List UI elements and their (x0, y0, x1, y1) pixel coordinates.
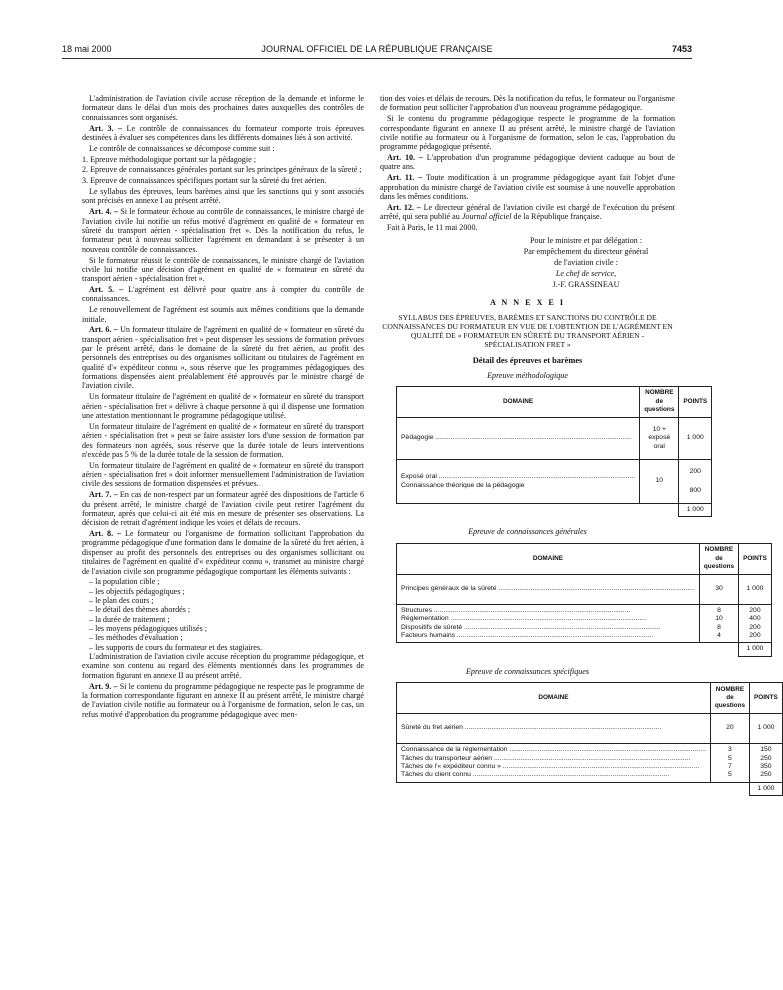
cell-points: 200 400 200 200 (739, 604, 772, 643)
article-6: Art. 6. – Un formateur titulaire de l'agrément en qualité de « formateur en sûreté du transport aérien - spécialisation fret » peut dispenser les sessions de formation prévues par le présent arrêté, dans le domaine de la sûreté du fret aérien, au profit des personnels des entreprises ou des organismes sollicitant ou titulaires de l'agrément en qualité d'« expéditeur connu », sous réserve que les programmes pédagogiques des formations dispensées aient préalablement été approuvés par le ministre chargé de l'aviation civile. (82, 325, 364, 391)
article-label: Art. 5. – (89, 285, 124, 295)
table-title: Epreuve de connaissances spécifiques (465, 666, 590, 676)
col-header-domaine: DOMAINE (397, 543, 700, 574)
col-header-nombre: NOMBRE de questions (699, 543, 738, 574)
table-header-row (397, 683, 783, 714)
article-label: Art. 9. – (89, 681, 118, 691)
article-7: Art. 7. – En cas de non-respect par un formateur agréé des dispositions de l'article 6 du présent arrêté, le ministre chargé de l'aviation civile peut retirer l'agrément du formateur, après que celui-ci ait été mis en mesure de présenter ses observations. La décision de retrait d'agrément indique les voies et délais de recours. (82, 490, 365, 528)
article-9: Art. 9. – Si le contenu du programme pédagogique ne respecte pas le programme de la formation correspondante figurant en annexe II au présent arrêté, le ministre chargé de l'aviation civile notifie au formateur ou à l'organisme de formation, selon le cas, un refus motivé d'approbation du programme pédagogique avec men- (82, 681, 364, 719)
article-11: Art. 11. – Toute modification à un programme pédagogique ayant fait l'objet d'une approbation du ministre chargé de l'aviation civile est soumise à une nouvelle approbation dans les mêmes conditions. (380, 173, 675, 201)
table-header-row (397, 543, 772, 574)
list-item: – le plan des cours ; (89, 596, 154, 606)
list-item: – les moyens pédagogiques utilisés ; (89, 624, 208, 634)
table-connaissances-specifiques (396, 682, 783, 796)
table-header-row (397, 387, 712, 418)
list-item: – les objectifs pédagogiques ; (89, 586, 185, 596)
paragraph: L'administration de l'aviation civile accuse réception de la demande et informe le formateur dans le délai d'un mois des prochaines dates auxquelles des contrôles de connaissances sont organisés. (82, 94, 364, 122)
paragraph: 2. Epreuve de connaissances générales portant sur les principes généraux de la sûreté ; (82, 165, 362, 175)
cell-points: 1 000 (750, 714, 783, 744)
table-row (397, 714, 783, 744)
list-item: – la durée de traitement ; (89, 614, 170, 624)
table-total-row (397, 504, 712, 517)
cell-nombre: 8 10 8 4 (699, 604, 738, 643)
cell-nombre: 30 (699, 574, 738, 604)
cell-nombre: 10 + exposé oral (640, 418, 679, 460)
paragraph: Le renouvellement de l'agrément est soumis aux mêmes conditions que la demande initiale. (82, 305, 364, 324)
col-header-domaine: DOMAINE (397, 683, 711, 714)
signature-line: Par empêchement du directeur général (523, 247, 649, 257)
article-label: Art. 11. – (387, 173, 423, 183)
date-place: Fait à Paris, le 11 mai 2000. (387, 222, 478, 232)
paragraph: Un formateur titulaire de l'agrément en qualité de « formateur en sûreté du transport aérien - spécialisation fret » peut se faire assister lors d'une session de formation par des formateurs non agréés, sous réserve que la durée totale de leurs interventions n'excède pas 5 % de la durée totale de la session de formation. (82, 421, 364, 459)
col-header-domaine: DOMAINE (397, 387, 640, 418)
table-row (397, 744, 783, 783)
header-date: 18 mai 2000 (62, 44, 112, 54)
paragraph: 1. Epreuve méthodologique portant sur la pédagogie ; (82, 154, 256, 164)
article-label: Art. 6. – (89, 325, 118, 335)
cell-domaine: Exposé oral ..... Connaissance théorique de la pédagogie (397, 460, 640, 504)
article-label: Art. 3. – (89, 123, 123, 133)
paragraph: 3. Epreuve de connaissances spécifiques portant sur la sûreté du fret aérien. (82, 176, 327, 186)
annex-detail-heading: Détail des épreuves et barèmes (472, 356, 583, 366)
signature-line: Pour le ministre et par délégation : (530, 236, 642, 246)
cell-nombre: 10 (640, 460, 679, 504)
cell-domaine: Sûreté du fret aérien ..... (397, 714, 711, 744)
col-header-points: POINTS (679, 387, 712, 418)
col-header-points: POINTS (750, 683, 783, 714)
paragraph: tion des voies et délais de recours. Dès la notification du refus, le formateur ou l'organisme de formation peut solliciter l'approbation d'un nouveau programme pédagogique. (380, 94, 675, 113)
cell-domaine: Pédagogie ..... (397, 418, 640, 460)
right-column (380, 94, 778, 796)
list-item: – le détail des thèmes abordés ; (89, 605, 191, 615)
cell-total: 1 000 (679, 504, 712, 517)
article-label: Art. 8. – (89, 529, 122, 539)
table-total-row (397, 782, 783, 795)
signature-line: Le chef de service, (555, 268, 617, 278)
article-label: Art. 7. – (89, 490, 118, 500)
table-row (397, 604, 772, 643)
article-label: Art. 12. – (387, 202, 421, 212)
paragraph: L'administration de l'aviation civile accuse réception du programme pédagogique, et examine son contenu au regard des éléments mentionnés dans les programmes de formation figurant en annexe II au présent arrêté. (82, 652, 364, 680)
paragraph: Si le contenu du programme pédagogique respecte le programme de la formation correspondante figurant en annexe II au présent arrêté, le ministre chargé de l'aviation civile notifie au formateur ou à l'organisme de formation, selon le cas, l'approbation du programme pédagogique présenté. (380, 114, 675, 152)
table-title: Epreuve de connaissances générales (468, 527, 587, 537)
left-column (82, 94, 364, 721)
paragraph: Un formateur titulaire de l'agrément en qualité de « formateur en sûreté du transport aérien - spécialisation fret » délivre à chaque personne à qui il dispense une formation une attestation mentionnant le programme pédagogique utilisé. (82, 392, 364, 420)
signatory-name: J.-F. GRASSINEAU (552, 279, 620, 289)
table-title: Epreuve méthodologique (487, 370, 568, 380)
cell-nombre: 3 5 7 5 (710, 744, 749, 783)
col-header-nombre: NOMBRE de questions (710, 683, 749, 714)
cell-points: 200 800 (679, 460, 712, 504)
article-12: Art. 12. – Le directeur général de l'aviation civile est chargé de l'exécution du présent arrêté, qui sera publié au Journal officiel de la République française. (380, 202, 675, 222)
cell-nombre: 20 (710, 714, 749, 744)
element-list (82, 577, 364, 652)
list-item: – les supports de cours du formateur et des stagiaires. (89, 642, 263, 652)
cell-points: 1 000 (739, 574, 772, 604)
table-row (397, 574, 772, 604)
article-8: Art. 8. – Le formateur ou l'organisme de formation sollicitant l'approbation du programme pédagogique d'une formation dans le domaine de la sûreté du fret aérien, à dispenser au profit des personnels des entreprises ou des organismes sollicitant ou titulaires de l'agrément en qualité d'« expéditeur connu », transmet au ministre chargé de l'aviation civile son programme pédagogique comportant les éléments suivants : (82, 529, 364, 576)
list-item: – la population cible ; (89, 577, 160, 587)
cell-points: 1 000 (679, 418, 712, 460)
col-header-nombre: NOMBRE de questions (640, 387, 679, 418)
paragraph: Le syllabus des épreuves, leurs barèmes ainsi que les sanctions qui y sont associés sont précisés en annexe I au présent arrêté. (82, 187, 364, 206)
cell-total: 1 000 (739, 643, 772, 656)
paragraph: Le contrôle de connaissances se décompose comme suit : (89, 143, 275, 153)
signature-block (490, 236, 675, 289)
article-4: Art. 4. – Si le formateur échoue au contrôle de connaissances, le ministre chargé de l'aviation civile lui notifie un refus motivé d'agrément en qualité de « formateur en sûreté du transport aérien - spécialisation fret ». Dès la notification du refus, le formateur peut à nouveau solliciter l'agrément en demandant à se présenter à un nouveau contrôle de connaissances. (82, 207, 364, 254)
list-item: – les méthodes d'évaluation ; (89, 633, 183, 643)
header-journal-title: JOURNAL OFFICIEL DE LA RÉPUBLIQUE FRANÇAISE (261, 44, 493, 54)
col-header-points: POINTS (739, 543, 772, 574)
article-label: Art. 10. – (387, 153, 423, 163)
article-label: Art. 4. – (89, 207, 118, 217)
paragraph: Un formateur titulaire de l'agrément en qualité de « formateur en sûreté du transport aérien - spécialisation fret » doit informer mensuellement l'administration de l'aviation civile des sessions de formation dispensées et prévues. (82, 460, 364, 489)
signature-line: de l'aviation civile : (554, 258, 618, 267)
annex-title: A N N E X E I (489, 298, 566, 308)
table-total-row (397, 643, 772, 656)
cell-domaine: Connaissance de la réglementation ..... Tâches du transporteur aérien ..... Tâches de l'« expéditeur connu » ..... Tâches du client connu ..... (397, 744, 711, 783)
page-header (62, 44, 692, 58)
table-connaissances-generales (396, 543, 772, 657)
paragraph: Si le formateur réussit le contrôle de connaissances, le ministre chargé de l'aviation civile lui notifie une décision d'agrément en qualité de « formateur en sûreté du transport aérien - spécialisation fret ». (82, 255, 364, 284)
cell-points: 150 250 350 250 (750, 744, 783, 783)
cell-domaine: Principes généraux de la sûreté ..... (397, 574, 700, 604)
annex-subtitle: SYLLABUS DES ÉPREUVES, BARÈMES ET SANCTIONS DU CONTRÔLE DE CONNAISSANCES DU FORMATEUR EN VUE DE L'OBTENTION DE L'AGRÉMENT EN QUALITÉ DE « FORMATEUR EN SÛRETÉ DU TRANSPORT AÉRIEN - SPÉCIALISATION FRET » (382, 313, 673, 350)
header-rule (62, 58, 692, 59)
cell-total: 1 000 (750, 782, 783, 795)
article-5: Art. 5. – L'agrément est délivré pour quatre ans à compter du contrôle de connaissances. (82, 285, 364, 304)
table-row (397, 418, 712, 460)
table-methodologique (396, 386, 712, 517)
journal-reference: Journal officiel (461, 212, 512, 222)
header-page-number: 7453 (671, 44, 692, 54)
article-3: Art. 3. – Le contrôle de connaissances du formateur comporte trois épreuves destinées à évaluer ses compétences dans les différents domaines liés à son activité. (82, 123, 364, 142)
article-10: Art. 10. – L'approbation d'un programme pédagogique devient caduque au bout de quatre ans. (380, 153, 675, 172)
table-row (397, 460, 712, 504)
cell-domaine: Structures ..... Réglementation ..... Dispositifs de sûreté ..... Facteurs humains ..... (397, 604, 700, 643)
